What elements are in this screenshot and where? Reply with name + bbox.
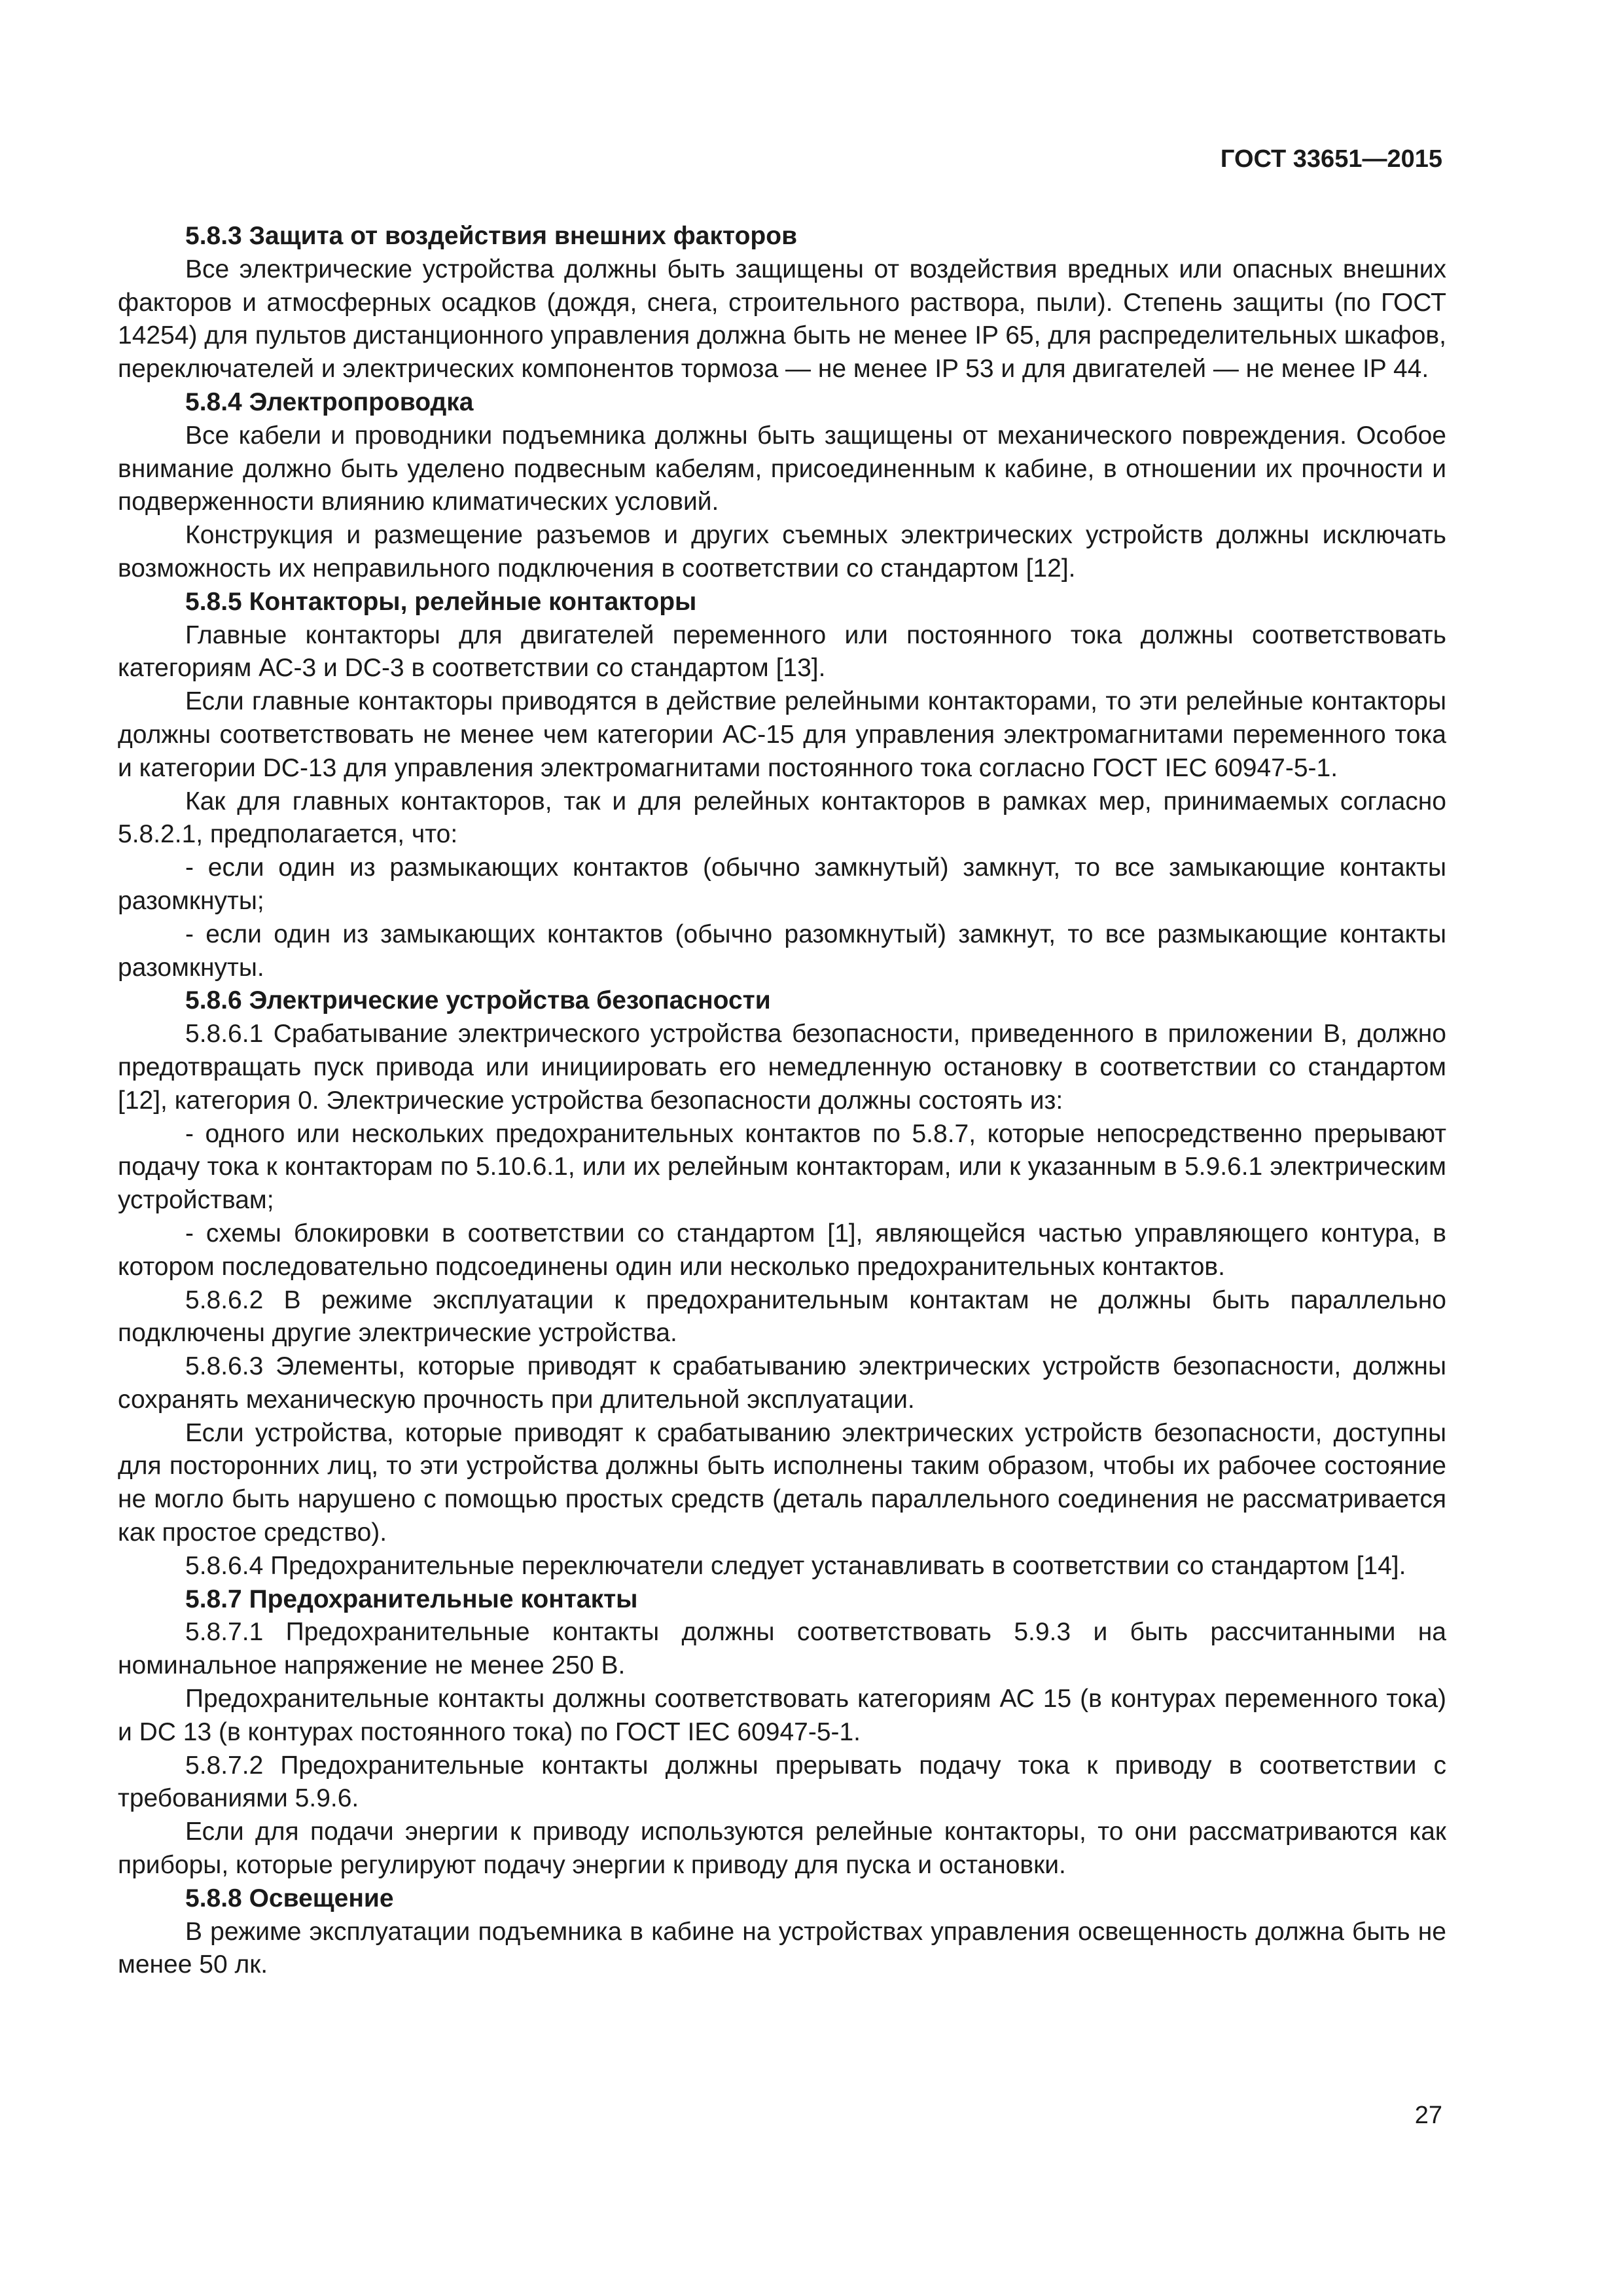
document-header: ГОСТ 33651—2015 xyxy=(1220,145,1442,173)
paragraph: Если устройства, которые приводят к срабатыванию электрических устройств безопасности, доступны для посторонних лиц, то эти устройства должны быть исполнены таким образом, чтобы их рабочее состояние не могло быть нарушено с помощью простых средств (деталь параллельного соединения не рассматривается как простое средство). xyxy=(118,1418,1446,1547)
list-item: - схемы блокировки в соответствии со стандартом [1], являющейся частью управляющего контура, в котором последовательно подсоединены один или несколько предохранительных контактов. xyxy=(118,1219,1446,1281)
paragraph: 5.8.6.3 Элементы, которые приводят к срабатыванию электрических устройств безопасности, должны сохранять механическую прочность при длительной эксплуатации. xyxy=(118,1352,1446,1414)
paragraph: Как для главных контакторов, так и для релейных контакторов в рамках мер, принимаемых согласно 5.8.2.1, предполагается, что: xyxy=(118,787,1446,849)
section-heading: 5.8.3 Защита от воздействия внешних факторов xyxy=(185,222,798,250)
paragraph: В режиме эксплуатации подъемника в кабине на устройствах управления освещенность должна быть не менее 50 лк. xyxy=(118,1917,1446,1979)
paragraph: 5.8.6.4 Предохранительные переключатели следует устанавливать в соответствии со стандартом [14]. xyxy=(185,1551,1406,1580)
list-item: - одного или нескольких предохранительных контактов по 5.8.7, которые непосредственно прерывают подачу тока к контакторам по 5.10.6.1, или их релейным контакторам, или к указанным в 5.9.6.1 электрическим устройствам; xyxy=(118,1119,1446,1215)
section-heading: 5.8.5 Контакторы, релейные контакторы xyxy=(185,587,697,616)
paragraph: 5.8.6.2 В режиме эксплуатации к предохранительным контактам не должны быть параллельно подключены другие электрические устройства. xyxy=(118,1285,1446,1348)
paragraph: Если главные контакторы приводятся в действие релейными контакторами, то эти релейные контакторы должны соответствовать не менее чем категории АС-15 для управления электромагнитами переменного тока и категории DC-13 для управления электромагнитами постоянного тока согласно ГОСТ IEC 60947-5-1. xyxy=(118,687,1446,782)
paragraph: Все кабели и проводники подъемника должны быть защищены от механического повреждения. Особое внимание должно быть уделено подвесным кабелям, присоединенным к кабине, в отношении их прочности и подверженности влиянию климатических условий. xyxy=(118,421,1446,516)
section-heading: 5.8.8 Освещение xyxy=(185,1884,394,1912)
paragraph: Если для подачи энергии к приводу используются релейные контакторы, то они рассматриваются как приборы, которые регулируют подачу энергии к приводу для пуска и остановки. xyxy=(118,1818,1446,1880)
paragraph: Предохранительные контакты должны соответствовать категориям АС 15 (в контурах переменного тока) и DC 13 (в контурах постоянного тока) по ГОСТ IEC 60947-5-1. xyxy=(118,1685,1446,1746)
paragraph: Главные контакторы для двигателей переменного или постоянного тока должны соответствовать категориям АС-3 и DC-3 в соответствии со стандартом [13]. xyxy=(118,620,1446,683)
page-number: 27 xyxy=(1414,2102,1442,2129)
section-heading: 5.8.7 Предохранительные контакты xyxy=(185,1585,638,1613)
paragraph: Все электрические устройства должны быть защищены от воздействия вредных или опасных внешних факторов и атмосферных осадков (дождя, снега, строительного раствора, пыли). Степень защиты (по ГОСТ 14254) для пультов дистанционного управления должна быть не менее IP 65, для распределительных шкафов, переключателей и электрических компонентов тормоза — не менее IP 53 и для двигателей — не менее IP 44. xyxy=(118,255,1446,384)
paragraph: 5.8.7.2 Предохранительные контакты должны прерывать подачу тока к приводу в соответствии с требованиями 5.9.6. xyxy=(118,1751,1446,1813)
paragraph: 5.8.7.1 Предохранительные контакты должны соответствовать 5.9.3 и быть рассчитанными на номинальное напряжение не менее 250 В. xyxy=(118,1618,1446,1680)
document-body xyxy=(118,220,1446,1982)
paragraph: Конструкция и размещение разъемов и других съемных электрических устройств должны исключать возможность их неправильного подключения в соответствии со стандартом [12]. xyxy=(118,521,1446,583)
section-heading: 5.8.4 Электропроводка xyxy=(185,387,474,416)
paragraph: 5.8.6.1 Срабатывание электрического устройства безопасности, приведенного в приложении В, должно предотвращать пуск привода или инициировать его немедленную остановку в соответствии со стандартом [12], категория 0. Электрические устройства безопасности должны состоять из: xyxy=(118,1020,1446,1115)
section-heading: 5.8.6 Электрические устройства безопасности xyxy=(185,986,771,1015)
list-item: - если один из размыкающих контактов (обычно замкнутый) замкнут, то все замыкающие контакты разомкнуты; xyxy=(118,853,1446,915)
list-item: - если один из замыкающих контактов (обычно разомкнутый) замкнут, то все размыкающие контакты разомкнуты. xyxy=(118,920,1446,982)
